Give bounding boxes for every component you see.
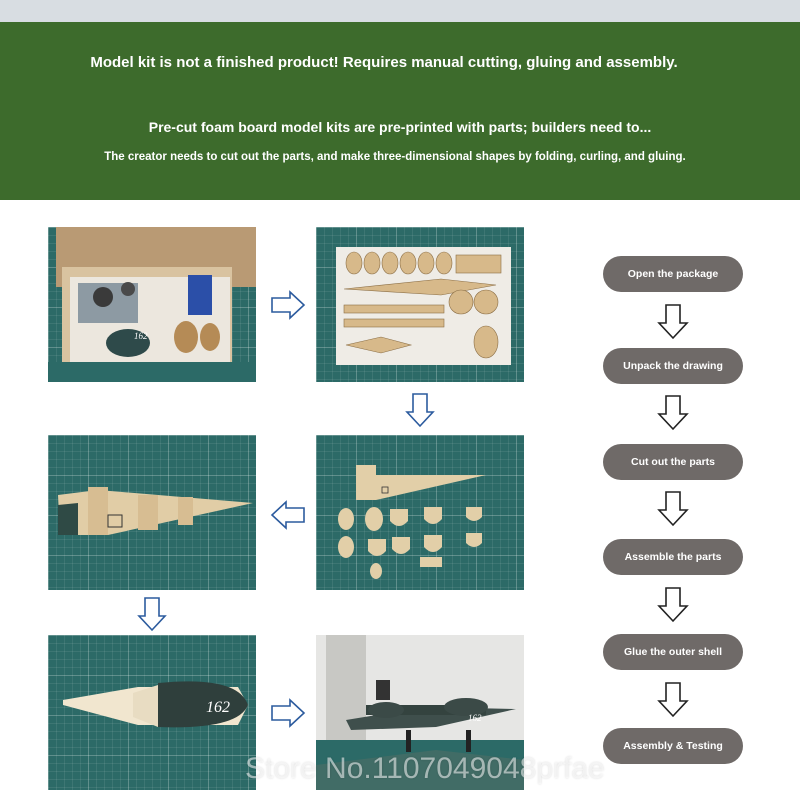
banner-line-3: The creator needs to cut out the parts, and make three-dimensional shapes by folding, curling, and gluing.: [104, 151, 686, 163]
step-cut-parts: [603, 444, 743, 480]
photo-assemble-parts: [48, 435, 256, 590]
banner-line-2: Pre-cut foam board model kits are pre-printed with parts; builders need to...: [148, 119, 652, 135]
step-label: Cut out the parts: [631, 456, 715, 468]
arrow-down-icon: [405, 392, 435, 428]
info-banner: [0, 22, 800, 200]
photo-unpack-drawing: [316, 227, 524, 382]
photo-cut-parts: [316, 435, 524, 590]
arrow-down-icon: [137, 596, 167, 632]
svg-text:162: 162: [134, 331, 148, 341]
fuselage-number: 162: [206, 699, 230, 716]
photo-open-package: [48, 227, 256, 382]
down-arrow-icon: [657, 395, 689, 431]
step-label: Open the package: [627, 268, 719, 280]
step-glue-shell: [603, 634, 743, 670]
down-arrow-icon: [657, 491, 689, 527]
step-label: Unpack the drawing: [623, 360, 723, 372]
step-label: Assembly & Testing: [623, 740, 723, 752]
top-strip: [0, 0, 800, 22]
arrow-left-icon: [270, 500, 306, 530]
plane-number: 162: [468, 713, 482, 723]
step-assembly-testing: [603, 728, 743, 764]
arrow-right-icon: [270, 698, 306, 728]
step-label: Assemble the parts: [624, 551, 722, 563]
photo-glue-shell: [48, 635, 256, 790]
banner-line-1: Model kit is not a finished product! Requires manual cutting, gluing and assembly.: [90, 54, 678, 71]
step-assemble-parts: [603, 539, 743, 575]
step-open-package: [603, 256, 743, 292]
down-arrow-icon: [657, 587, 689, 623]
down-arrow-icon: [657, 304, 689, 340]
step-unpack-drawing: [603, 348, 743, 384]
step-label: Glue the outer shell: [623, 646, 723, 658]
down-arrow-icon: [657, 682, 689, 718]
store-watermark: Store No.1107049048prfae: [245, 752, 605, 785]
arrow-right-icon: [270, 290, 306, 320]
